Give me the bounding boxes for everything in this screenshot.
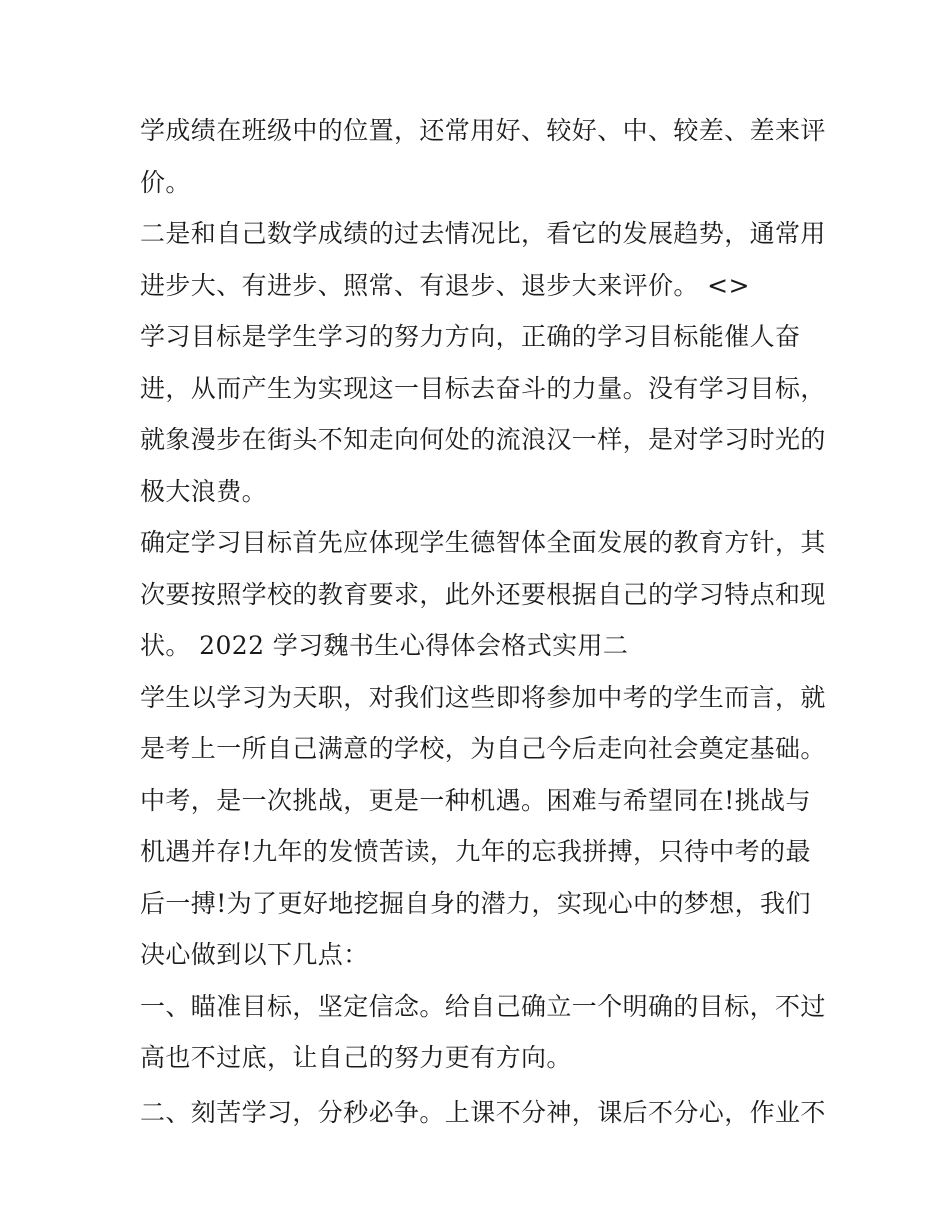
text-line-16: 后一搏!为了更好地挖掘自身的潜力，实现心中的梦想，我们: [140, 888, 811, 918]
text-line-15: 机遇并存!九年的发愤苦读，九年的忘我拼搏，只待中考的最: [140, 837, 811, 866]
text-line-3: 二是和自己数学成绩的过去情况比，看它的发展趋势，通常用: [140, 219, 826, 248]
text-line-9: 确定学习目标首先应体现学生德智体全面发展的教育方针，其: [140, 528, 826, 557]
document-body: [140, 105, 826, 1135]
text-line-1: 学成绩在班级中的位置，还常用好、较好、中、较差、差来评: [140, 116, 826, 145]
text-line-8: 极大浪费。: [140, 476, 268, 506]
text-line-5: 学习目标是学生学习的努力方向，正确的学习目标能催人奋: [140, 322, 801, 351]
text-line-12: 学生以学习为天职，对我们这些即将参加中考的学生而言，就: [140, 682, 826, 712]
text-line-6: 进，从而产生为实现这一目标去奋斗的力量。没有学习目标，: [140, 373, 826, 403]
text-line-7: 就象漫步在街头不知走向何处的流浪汉一样，是对学习时光的: [140, 425, 826, 454]
text-line-17: 决心做到以下几点：: [140, 940, 369, 969]
text-line-14: 中考，是一次挑战，更是一种机遇。困难与希望同在!挑战与: [140, 785, 811, 815]
text-line-2: 价。: [140, 167, 191, 197]
text-line-13: 是考上一所自己满意的学校，为自己今后走向社会奠定基础。: [140, 734, 826, 763]
text-line-19: 高也不过底，让自己的努力更有方向。: [140, 1043, 572, 1072]
text-line-11: 状。 2022 学习魏书生心得体会格式实用二: [140, 631, 629, 660]
text-line-10: 次要按照学校的教育要求，此外还要根据自己的学习特点和现: [140, 579, 826, 609]
text-line-18: 一、瞄准目标，坚定信念。给自己确立一个明确的目标，不过: [140, 991, 826, 1021]
text-line-20: 二、刻苦学习，分秒必争。上课不分神，课后不分心，作业不: [140, 1097, 826, 1127]
text-line-4: 进步大、有进步、照常、有退步、退步大来评价。 <>: [140, 270, 750, 300]
